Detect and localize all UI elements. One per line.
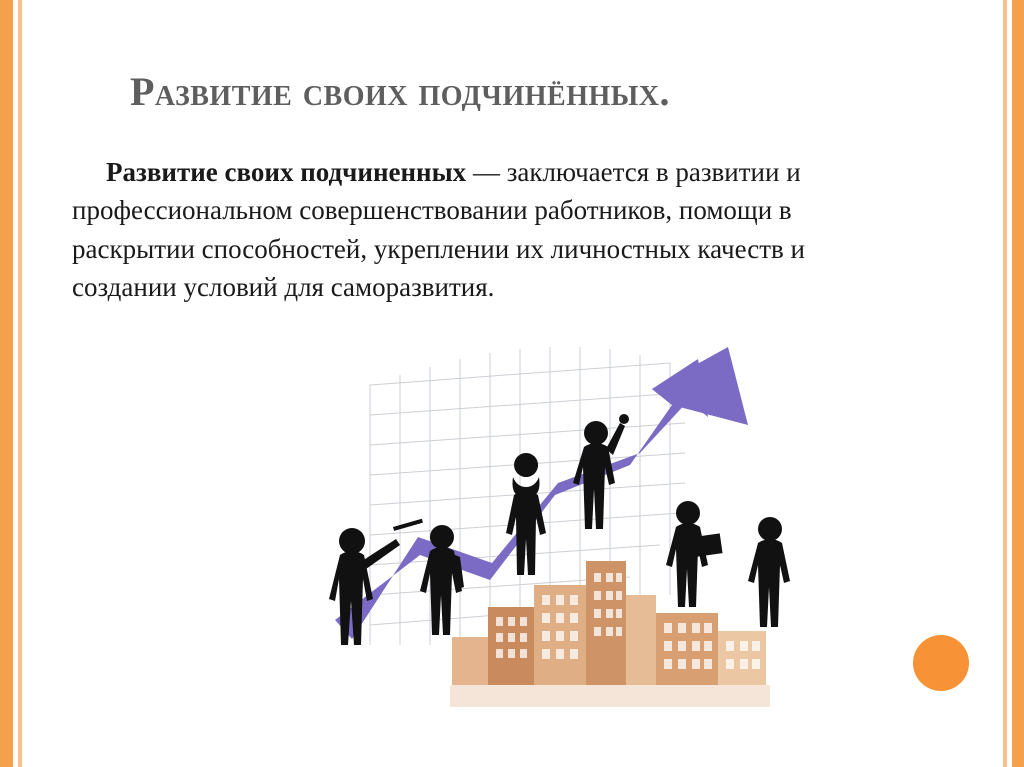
body-paragraph	[72, 153, 902, 306]
right-edge-stripes	[994, 0, 1024, 767]
left-edge-stripes	[0, 0, 26, 767]
body-rest-text: — заключается в развитии и профессиональном совершенствовании работников, помощи в раскрытии способностей, укреплении их личностных качеств и создании условий для саморазвития.	[72, 157, 805, 302]
right-stripe-primary	[1012, 0, 1024, 767]
body-lead-term: Развитие своих подчиненных	[106, 157, 467, 187]
decorative-orange-dot	[913, 635, 969, 691]
left-stripe-secondary	[18, 0, 22, 767]
left-stripe-primary	[0, 0, 13, 767]
right-stripe-gap	[1007, 0, 1012, 767]
illustration-business-growth	[300, 345, 860, 745]
right-stripe-secondary	[1003, 0, 1007, 767]
page-title: Развитие своих подчинённых.	[130, 68, 670, 114]
